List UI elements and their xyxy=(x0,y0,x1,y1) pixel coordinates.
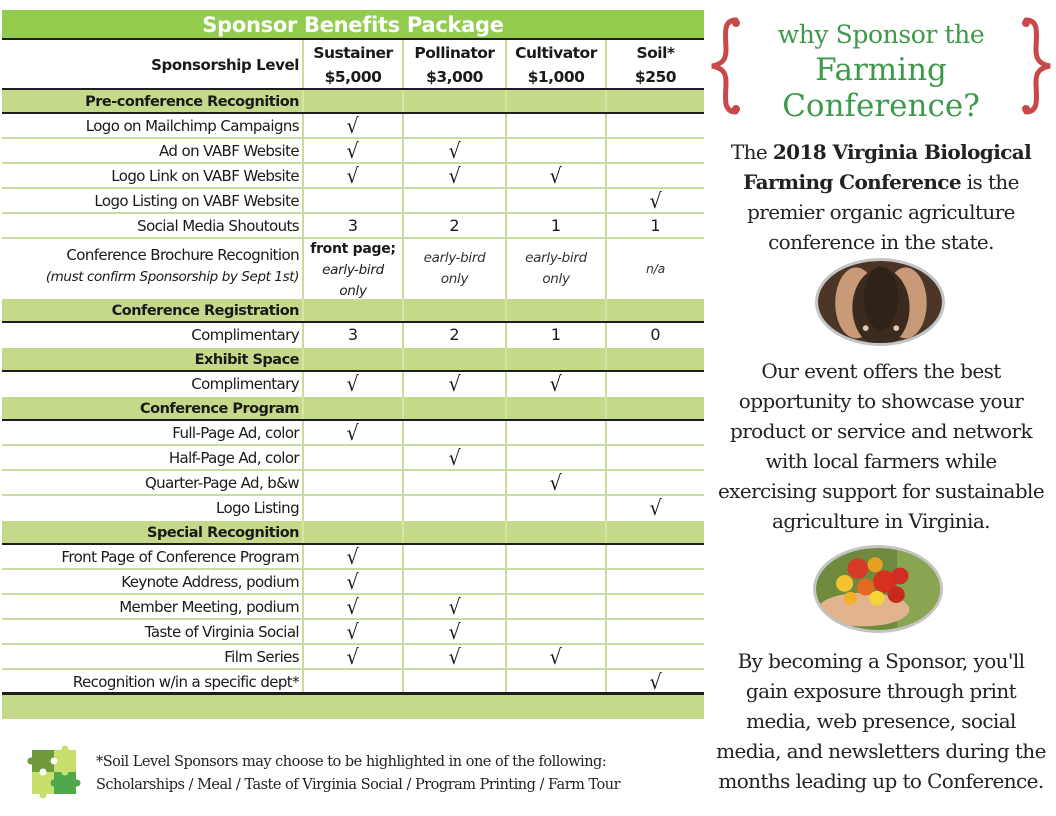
cell-soil: n/a xyxy=(605,239,704,299)
cell-sustainer xyxy=(302,595,402,618)
cell-pollinator xyxy=(402,570,505,593)
table-row xyxy=(2,139,704,164)
table-body xyxy=(2,90,704,695)
cell-soil xyxy=(605,446,704,469)
cell-pollinator xyxy=(402,620,505,643)
cell-pollinator: early-bird only xyxy=(402,239,505,299)
level-price: $5,000 xyxy=(324,68,382,86)
heading-line-2: Farming xyxy=(815,52,947,88)
row-label: Complimentary xyxy=(191,375,299,393)
row-label: Ad on VABF Website xyxy=(159,142,299,160)
row-label: Complimentary xyxy=(191,326,299,344)
row-label: Logo Link on VABF Website xyxy=(111,167,299,185)
table-row xyxy=(2,670,704,695)
section-cell xyxy=(402,299,505,321)
table-row xyxy=(2,214,704,239)
checkmark-icon: √ xyxy=(448,645,461,669)
section-cell xyxy=(505,397,605,419)
table-row xyxy=(2,446,704,471)
cell-sustainer xyxy=(302,214,402,237)
cell-cultivator xyxy=(505,114,605,137)
section-header xyxy=(2,348,704,372)
cell-pollinator xyxy=(402,139,505,162)
section-cell xyxy=(605,90,704,112)
footnote-line-1: *Soil Level Sponsors may choose to be highlighted in one of the following: xyxy=(96,754,607,770)
soil-footnote xyxy=(24,744,704,800)
cell-pollinator xyxy=(402,114,505,137)
table-row xyxy=(2,545,704,570)
cell-soil xyxy=(605,114,704,137)
checkmark-icon: √ xyxy=(346,595,360,619)
conference-name: 2018 Virginia Biological xyxy=(772,140,1032,164)
cell-sustainer xyxy=(302,471,402,494)
section-cell xyxy=(302,348,402,370)
cell-soil xyxy=(605,323,704,348)
cell-pollinator xyxy=(402,446,505,469)
section-title: Exhibit Space xyxy=(194,352,299,368)
row-label: Film Series xyxy=(224,648,299,666)
soil-in-hands-photo xyxy=(815,258,945,346)
checkmark-icon: √ xyxy=(346,164,360,188)
cell-sustainer xyxy=(302,164,402,187)
tomatoes-in-hands-photo xyxy=(813,545,943,633)
section-title: Special Recognition xyxy=(147,525,299,541)
cell-pollinator xyxy=(402,323,505,348)
section-cell xyxy=(505,348,605,370)
row-sublabel: (must confirm Sponsorship by Sept 1st) xyxy=(45,269,299,285)
row-label: Logo on Mailchimp Campaigns xyxy=(85,117,299,135)
sponsorship-level-label: Sponsorship Level xyxy=(151,56,299,74)
heading-line-1: why Sponsor the xyxy=(777,20,985,49)
conference-name-cont: Farming Conference xyxy=(743,170,961,194)
checkmark-icon: √ xyxy=(649,670,662,694)
cell-sustainer xyxy=(302,189,402,212)
cell-sustainer xyxy=(302,421,402,444)
section-cell xyxy=(605,348,704,370)
puzzle-icon xyxy=(24,744,82,800)
checkmark-icon: √ xyxy=(346,620,360,644)
cell-cultivator xyxy=(505,645,605,668)
cell-pollinator xyxy=(402,471,505,494)
cell-value: 1 xyxy=(550,216,562,235)
checkmark-icon: √ xyxy=(346,114,360,138)
level-pollinator xyxy=(402,40,505,88)
section-title: Conference Program xyxy=(139,401,299,417)
table-row xyxy=(2,645,704,670)
cell-cultivator xyxy=(505,372,605,397)
exposure-paragraph: By becoming a Sponsor, you'll gain exposure through print media, web presence, social media, and newsletters during the months leading up to Conference. xyxy=(716,649,1046,793)
table-row xyxy=(2,595,704,620)
section-cell xyxy=(302,397,402,419)
cell-soil xyxy=(605,471,704,494)
checkmark-icon: √ xyxy=(649,496,662,520)
cell-pollinator xyxy=(402,164,505,187)
cell-sustainer xyxy=(302,496,402,521)
section-title: Pre-conference Recognition xyxy=(85,94,299,110)
level-name: Sustainer xyxy=(313,44,393,62)
section-header xyxy=(2,90,704,114)
row-label: Quarter-Page Ad, b&w xyxy=(144,474,299,492)
table-row xyxy=(2,570,704,595)
cell-soil xyxy=(605,545,704,568)
cell-cultivator xyxy=(505,570,605,593)
cell-sustainer xyxy=(302,570,402,593)
section-cell xyxy=(402,90,505,112)
level-sustainer xyxy=(302,40,402,88)
cell-cultivator xyxy=(505,545,605,568)
cell-soil xyxy=(605,139,704,162)
event-paragraph: Our event offers the best opportunity to showcase your product or service and network with local farmers while exercising support for sustainable agriculture in Virginia. xyxy=(717,359,1045,533)
cell-pollinator xyxy=(402,372,505,397)
cell-soil xyxy=(605,189,704,212)
cell-pollinator xyxy=(402,595,505,618)
why-sponsor-panel xyxy=(706,0,1056,816)
table-row xyxy=(2,164,704,189)
cell-value: 0 xyxy=(650,325,661,344)
cell-soil xyxy=(605,645,704,668)
cell-sustainer xyxy=(302,114,402,137)
level-price: $1,000 xyxy=(527,68,585,86)
cell-cultivator xyxy=(505,670,605,692)
level-price: $250 xyxy=(634,68,677,86)
cell-sustainer xyxy=(302,645,402,668)
checkmark-icon: √ xyxy=(649,189,662,213)
cell-soil xyxy=(605,496,704,521)
checkmark-icon: √ xyxy=(346,421,360,445)
cell-value: 2 xyxy=(449,325,460,344)
table-row xyxy=(2,496,704,521)
right-curly-brace-icon xyxy=(1020,16,1054,116)
cell-cultivator xyxy=(505,471,605,494)
section-title: Conference Registration xyxy=(111,303,299,319)
cell-cultivator xyxy=(505,164,605,187)
cell-soil xyxy=(605,620,704,643)
header-row xyxy=(2,40,704,90)
level-price: $3,000 xyxy=(426,68,483,86)
checkmark-icon: √ xyxy=(549,164,563,188)
section-header xyxy=(2,521,704,545)
section-cell xyxy=(302,299,402,321)
table-row xyxy=(2,620,704,645)
cell-value: 3 xyxy=(347,216,359,235)
cell-value: 2 xyxy=(449,216,460,235)
cell-soil xyxy=(605,214,704,237)
cell-sustainer xyxy=(302,670,402,692)
cell-cultivator xyxy=(505,214,605,237)
section-cell xyxy=(605,299,704,321)
row-label: Keynote Address, podium xyxy=(121,573,299,591)
table-row xyxy=(2,189,704,214)
section-cell xyxy=(402,348,505,370)
left-curly-brace-icon xyxy=(708,16,742,116)
table-title: Sponsor Benefits Package xyxy=(2,10,704,40)
checkmark-icon: √ xyxy=(549,471,563,495)
checkmark-icon: √ xyxy=(448,164,461,188)
checkmark-icon: √ xyxy=(346,645,360,669)
checkmark-icon: √ xyxy=(549,372,563,396)
table-row xyxy=(2,372,704,397)
cell-cultivator: early-bird only xyxy=(505,239,605,299)
row-label: Front Page of Conference Program xyxy=(61,548,299,566)
cell-soil xyxy=(605,570,704,593)
cell-cultivator xyxy=(505,595,605,618)
brochure-recognition-row xyxy=(2,239,704,299)
cell-pollinator xyxy=(402,189,505,212)
section-cell xyxy=(505,299,605,321)
table-row xyxy=(2,323,704,348)
cell-sustainer xyxy=(302,372,402,397)
section-header xyxy=(2,397,704,421)
row-label: Taste of Virginia Social xyxy=(144,623,299,641)
section-header xyxy=(2,299,704,323)
cell-pollinator xyxy=(402,670,505,692)
heading-line-3: Conference? xyxy=(782,88,980,124)
cell-soil xyxy=(605,421,704,444)
row-label: Member Meeting, podium xyxy=(119,598,299,616)
level-name: Cultivator xyxy=(515,44,597,62)
section-cell xyxy=(605,397,704,419)
cell-sustainer: front page; early-bird only xyxy=(302,239,402,299)
cell-sustainer xyxy=(302,620,402,643)
cell-cultivator xyxy=(505,323,605,348)
cell-cultivator xyxy=(505,446,605,469)
table-footer-bar xyxy=(2,695,704,719)
cell-cultivator xyxy=(505,421,605,444)
cell-pollinator xyxy=(402,421,505,444)
section-cell xyxy=(505,90,605,112)
row-label: Recognition w/in a specific dept* xyxy=(72,673,299,691)
cell-pollinator xyxy=(402,545,505,568)
checkmark-icon: √ xyxy=(448,372,461,396)
cell-soil xyxy=(605,595,704,618)
cell-value: 3 xyxy=(347,325,359,344)
row-label: Full-Page Ad, color xyxy=(172,424,299,442)
level-name: Soil* xyxy=(636,44,675,62)
cell-sustainer xyxy=(302,139,402,162)
level-soil xyxy=(605,40,704,88)
cell-value: 1 xyxy=(650,216,661,235)
level-name: Pollinator xyxy=(414,44,495,62)
table-row xyxy=(2,114,704,139)
cell-cultivator xyxy=(505,496,605,521)
cell-sustainer xyxy=(302,323,402,348)
sponsor-benefits-table xyxy=(2,10,704,719)
checkmark-icon: √ xyxy=(346,372,360,396)
row-label: Half-Page Ad, color xyxy=(168,449,299,467)
checkmark-icon: √ xyxy=(448,595,461,619)
checkmark-icon: √ xyxy=(346,570,360,594)
row-label: Logo Listing on VABF Website xyxy=(94,192,299,210)
section-cell xyxy=(605,521,704,543)
cell-cultivator xyxy=(505,139,605,162)
cell-pollinator xyxy=(402,214,505,237)
checkmark-icon: √ xyxy=(346,139,360,163)
cell-sustainer xyxy=(302,446,402,469)
cell-cultivator xyxy=(505,620,605,643)
section-cell xyxy=(402,521,505,543)
checkmark-icon: √ xyxy=(448,620,461,644)
cell-pollinator xyxy=(402,496,505,521)
footnote-line-2: Scholarships / Meal / Taste of Virginia Social / Program Printing / Farm Tour xyxy=(96,777,621,793)
section-cell xyxy=(402,397,505,419)
table-row xyxy=(2,471,704,496)
row-label: Conference Brochure Recognition (must confirm Sponsorship by Sept 1st) xyxy=(2,239,302,299)
section-cell xyxy=(505,521,605,543)
table-row xyxy=(2,421,704,446)
cell-sustainer xyxy=(302,545,402,568)
intro-paragraph: The 2018 Virginia Biological Farming Conference is the premier organic agriculture conference in the state. xyxy=(730,140,1032,254)
cell-soil xyxy=(605,372,704,397)
cell-soil xyxy=(605,164,704,187)
checkmark-icon: √ xyxy=(549,645,563,669)
cell-soil xyxy=(605,670,704,692)
cell-pollinator xyxy=(402,645,505,668)
row-label: Logo Listing xyxy=(216,499,299,517)
level-cultivator xyxy=(505,40,605,88)
section-cell xyxy=(302,90,402,112)
cell-cultivator xyxy=(505,189,605,212)
row-label: Social Media Shoutouts xyxy=(137,217,299,235)
checkmark-icon: √ xyxy=(448,446,461,470)
cell-value: 1 xyxy=(550,325,562,344)
checkmark-icon: √ xyxy=(448,139,461,163)
checkmark-icon: √ xyxy=(346,545,360,569)
section-cell xyxy=(302,521,402,543)
